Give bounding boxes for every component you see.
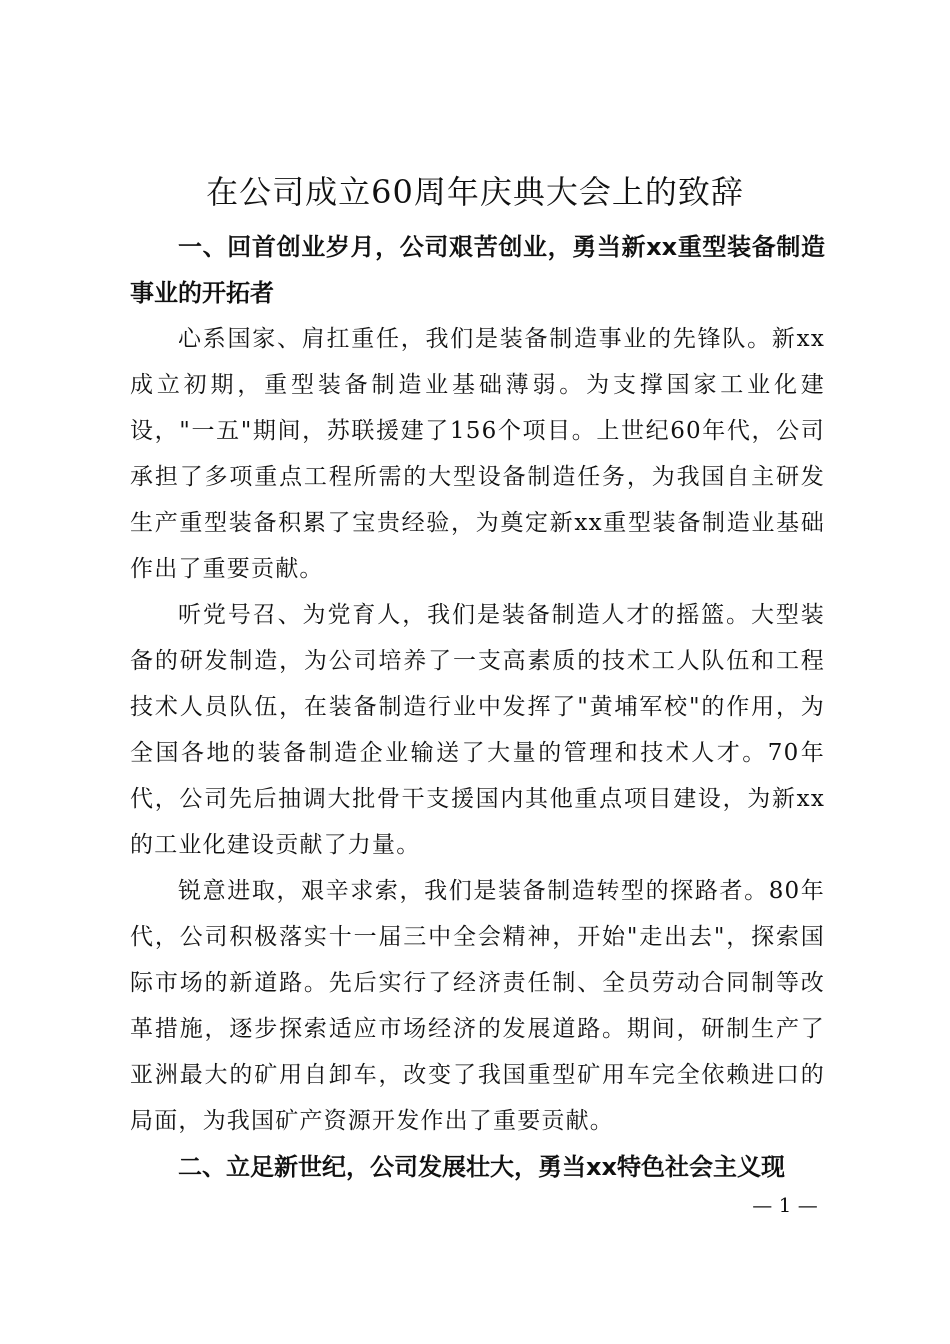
section-heading-1: 一、回首创业岁月，公司艰苦创业，勇当新xx重型装备制造事业的开拓者 xyxy=(130,233,825,307)
paragraph-3: 锐意进取，艰辛求索，我们是装备制造转型的探路者。80年代，公司积极落实十一届三中全会精神，开始"走出去"，探索国际市场的新道路。先后实行了经济责任制、全员劳动合同制等改革措施，逐步探索适应市场经济的发展道路。期间，研制生产了亚洲最大的矿用自卸车，改变了我国重型矿用车完全依赖进口的局面，为我国矿产资源开发作出了重要贡献。 xyxy=(130,878,825,1134)
page-number: — 1 — xyxy=(752,1193,818,1217)
paragraph-1: 心系国家、肩扛重任，我们是装备制造事业的先锋队。新xx成立初期，重型装备制造业基础薄弱。为支撑国家工业化建设，"一五"期间，苏联援建了156个项目。上世纪60年代，公司承担了多项重点工程所需的大型设备制造任务，为我国自主研发生产重型装备积累了宝贵经验，为奠定新xx重型装备制造业基础作出了重要贡献。 xyxy=(130,326,825,582)
paragraph-2: 听党号召、为党育人，我们是装备制造人才的摇篮。大型装备的研发制造，为公司培养了一支高素质的技术工人队伍和工程技术人员队伍，在装备制造行业中发挥了"黄埔军校"的作用，为全国各地的装备制造企业输送了大量的管理和技术人才。70年代，公司先后抽调大批骨干支援国内其他重点项目建设，为新xx的工业化建设贡献了力量。 xyxy=(130,602,825,858)
page-title: 在公司成立60周年庆典大会上的致辞 xyxy=(206,173,744,211)
section-heading-2: 二、立足新世纪，公司发展壮大，勇当xx特色社会主义现 xyxy=(178,1153,785,1181)
